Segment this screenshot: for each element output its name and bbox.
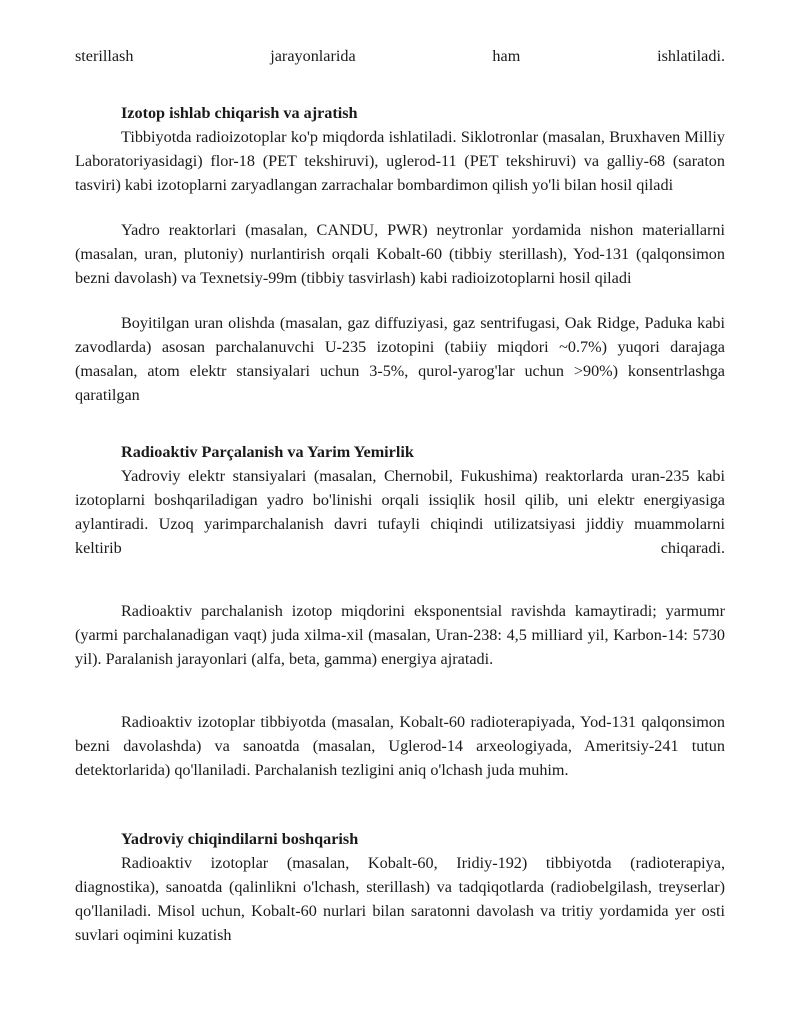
body-paragraph: Radioaktiv izotoplar (masalan, Kobalt-60, Iridiy-192) tibbiyotda (radioterapiya, diagnostika), sanoatda (qalinlikni o'lchash, sterillash) va tadqiqotlarda (radiobelgilash, treyserlar) qo'llaniladi. Misol uchun, Kobalt-60 nurlari bilan saratonni davolash va tritiy yordamida yer osti suvlari oqimini kuzatish: [75, 854, 725, 944]
section-heading: Radioaktiv Parçalanish va Yarim Yemirlik: [121, 443, 414, 461]
section-heading: Izotop ishlab chiqarish va ajratish: [121, 104, 358, 122]
document-page: [75, 44, 725, 947]
body-paragraph: Tibbiyotda radioizotoplar ko'p miqdorda ishlatiladi. Siklotronlar (masalan, Bruxhaven Milliy Laboratoriyasidagi) flor-18 (PET tekshiruvi), uglerod-11 (PET tekshiruvi) va galliy-68 (saraton tasviri) kabi izotoplarni zaryadlangan zarrachalar bombardimon qilish yo'li bilan hosil qiladi: [75, 128, 725, 194]
body-paragraph: Radioaktiv parchalanish izotop miqdorini eksponentsial ravishda kamaytiradi; yarmumr (yarmi parchalanadigan vaqt) juda xilma-xil (masalan, Uran-238: 4,5 milliard yil, Karbon-14: 5730 yil). Paralanish jarayonlari (alfa, beta, gamma) energiya ajratadi.: [75, 602, 725, 668]
section-heading: Yadroviy chiqindilarni boshqarish: [121, 830, 359, 848]
body-paragraph: Yadroviy elektr stansiyalari (masalan, Chernobil, Fukushima) reaktorlarda uran-235 kabi izotoplarni boshqariladigan yadro bo'linishi orqali issiqlik hosil qilib, uni elektr energiyasiga aylantiradi. Uzoq yarimparchalanish davri tufayli chiqindi utilizatsiyasi jiddiy muammolarni keltirib chiqaradi.: [75, 467, 725, 557]
body-paragraph: Radioaktiv izotoplar tibbiyotda (masalan, Kobalt-60 radioterapiyada, Yod-131 qalqonsimon bezni davolashda) va sanoatda (masalan, Uglerod-14 arxeologiyada, Ameritsiy-241 tutun detektorlarida) qo'llaniladi. Parchalanish tezligini aniq o'lchash juda muhim.: [75, 713, 725, 779]
top-fragment-paragraph: sterillash jarayonlarida ham ishlatiladi.: [75, 47, 725, 65]
body-paragraph: Yadro reaktorlari (masalan, CANDU, PWR) neytronlar yordamida nishon materiallarni (masalan, uran, plutoniy) nurlantirish orqali Kobalt-60 (tibbiy sterillash), Yod-131 (qalqonsimon bezni davolash) va Texnetsiy-99m (tibbiy tasvirlash) kabi radioizotoplarni hosil qiladi: [75, 221, 725, 287]
body-paragraph: Boyitilgan uran olishda (masalan, gaz diffuziyasi, gaz sentrifugasi, Oak Ridge, Paduka kabi zavodlarda) asosan parchalanuvchi U-235 izotopini (tabiiy miqdori ~0.7%) yuqori darajaga (masalan, atom elektr stansiyalari uchun 3-5%, qurol-yarog'lar uchun >90%) konsentrlashga qaratilgan: [75, 314, 725, 404]
